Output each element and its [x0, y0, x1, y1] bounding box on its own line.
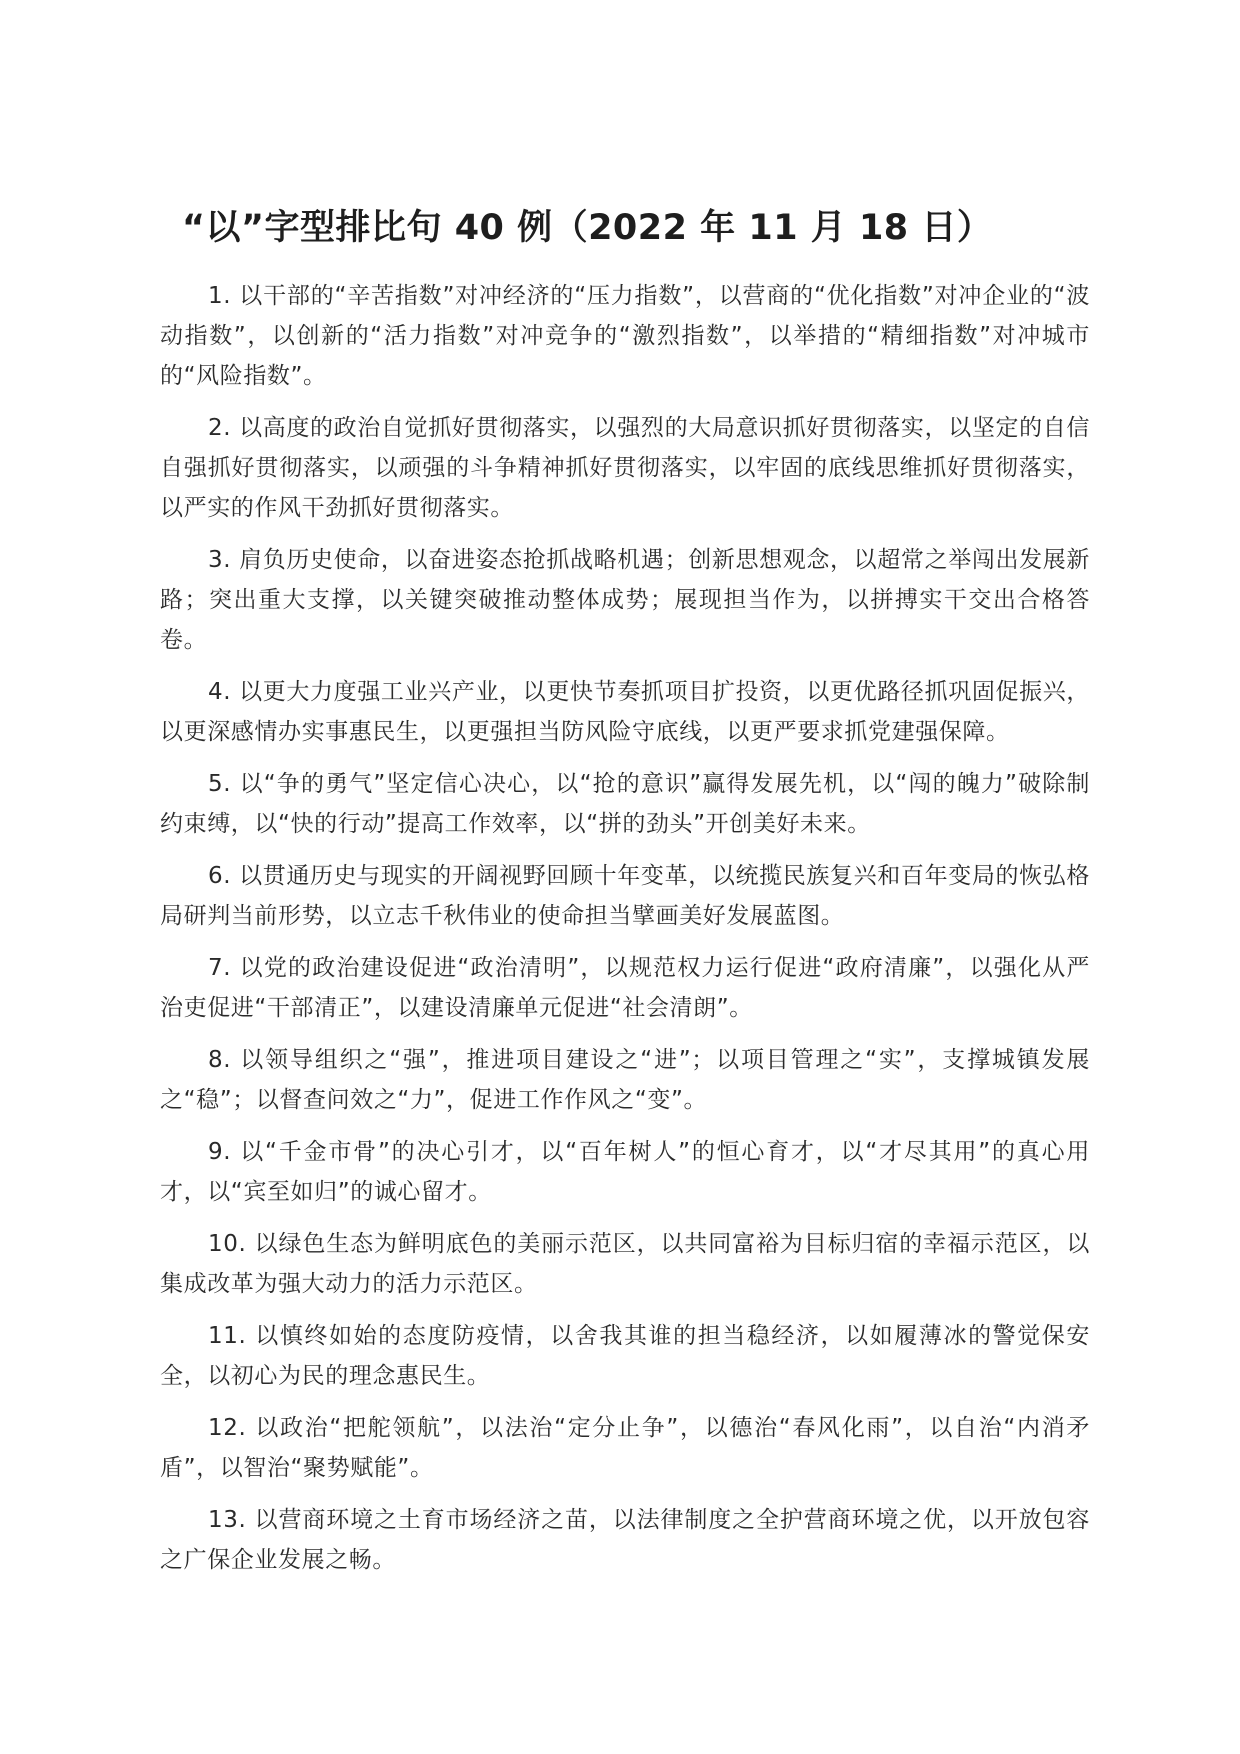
list-item: 12. 以政治“把舵领航”，以法治“定分止争”，以德治“春风化雨”，以自治“内消矛盾”，以智治“聚势赋能”。: [160, 1415, 1090, 1481]
list-item: 10. 以绿色生态为鲜明底色的美丽示范区，以共同富裕为目标归宿的幸福示范区，以集成改革为强大动力的活力示范区。: [160, 1231, 1090, 1297]
list-item: 8. 以领导组织之“强”，推进项目建设之“进”；以项目管理之“实”，支撑城镇发展之“稳”；以督查问效之“力”，促进工作作风之“变”。: [160, 1047, 1090, 1113]
list-item: 5. 以“争的勇气”坚定信心决心，以“抢的意识”赢得发展先机，以“闯的魄力”破除制约束缚，以“快的行动”提高工作效率，以“拼的劲头”开创美好未来。: [160, 771, 1090, 837]
list-item: 4. 以更大力度强工业兴产业，以更快节奏抓项目扩投资，以更优路径抓巩固促振兴，以更深感情办实事惠民生，以更强担当防风险守底线，以更严要求抓党建强保障。: [160, 679, 1090, 745]
item-list: [160, 276, 1090, 1580]
list-item: 13. 以营商环境之土育市场经济之苗，以法律制度之全护营商环境之优，以开放包容之广保企业发展之畅。: [160, 1507, 1090, 1573]
list-item: 9. 以“千金市骨”的决心引才，以“百年树人”的恒心育才，以“才尽其用”的真心用才，以“宾至如归”的诚心留才。: [160, 1139, 1090, 1205]
list-item: 7. 以党的政治建设促进“政治清明”，以规范权力运行促进“政府清廉”，以强化从严治吏促进“干部清正”，以建设清廉单元促进“社会清朗”。: [160, 955, 1090, 1021]
list-item: 2. 以高度的政治自觉抓好贯彻落实，以强烈的大局意识抓好贯彻落实，以坚定的自信自强抓好贯彻落实，以顽强的斗争精神抓好贯彻落实，以牢固的底线思维抓好贯彻落实，以严实的作风干劲抓好贯彻落实。: [160, 415, 1090, 521]
document-title: “以”字型排比句 40 例（2022 年 11 月 18 日）: [182, 208, 993, 248]
list-item: 11. 以慎终如始的态度防疫情，以舍我其谁的担当稳经济，以如履薄冰的警觉保安全，以初心为民的理念惠民生。: [160, 1323, 1090, 1389]
list-item: 6. 以贯通历史与现实的开阔视野回顾十年变革，以统揽民族复兴和百年变局的恢弘格局研判当前形势，以立志千秋伟业的使命担当擘画美好发展蓝图。: [160, 863, 1090, 929]
list-item: 3. 肩负历史使命，以奋进姿态抢抓战略机遇；创新思想观念，以超常之举闯出发展新路；突出重大支撑，以关键突破推动整体成势；展现担当作为，以拼搏实干交出合格答卷。: [160, 547, 1090, 653]
list-item: 1. 以干部的“辛苦指数”对冲经济的“压力指数”，以营商的“优化指数”对冲企业的“波动指数”，以创新的“活力指数”对冲竞争的“激烈指数”，以举措的“精细指数”对冲城市的“风险指数”。: [160, 283, 1090, 389]
